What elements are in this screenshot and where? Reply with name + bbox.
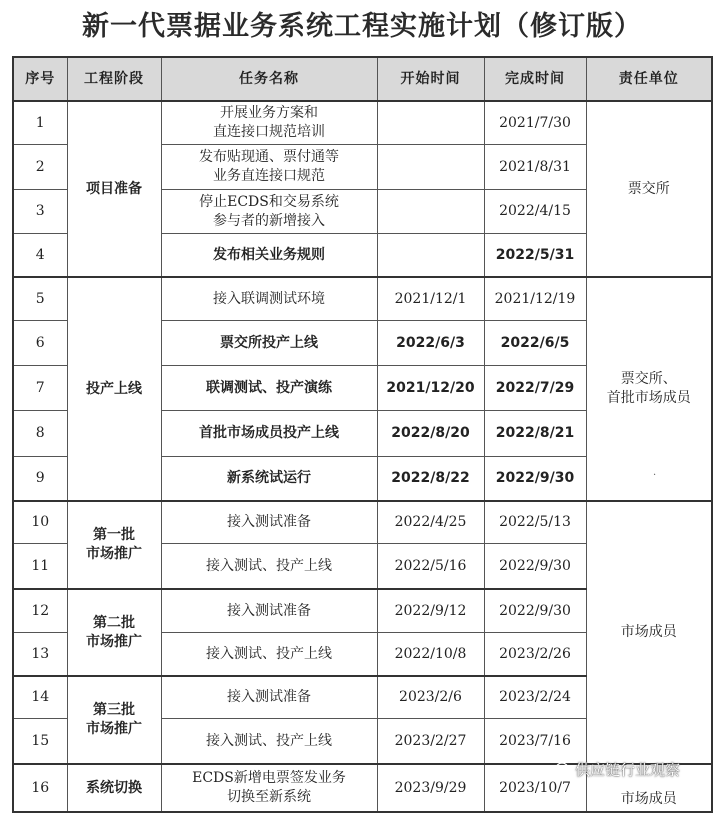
cell-task: 停止ECDS和交易系统 参与者的新增接入 (161, 190, 377, 234)
cell-end: 2023/7/16 (484, 719, 586, 765)
unit-exchange: 票交所 (586, 101, 712, 277)
cell-start: 2022/4/25 (377, 501, 484, 544)
cell-task: 发布贴现通、票付通等 业务直连接口规范 (161, 145, 377, 190)
cell-end: 2022/6/5 (484, 321, 586, 366)
stray-dot: · (653, 470, 657, 481)
cell-task: 接入测试准备 (161, 676, 377, 719)
watermark-text: 供应链行业观察 (575, 760, 681, 779)
cell-start (377, 101, 484, 145)
cell-task: 联调测试、投产演练 (161, 366, 377, 411)
cell-start: 2023/9/29 (377, 764, 484, 812)
cell-start: 2022/8/22 (377, 457, 484, 502)
cell-seq: 10 (13, 501, 67, 544)
cell-start: 2022/6/3 (377, 321, 484, 366)
cell-seq: 12 (13, 589, 67, 633)
cell-start (377, 234, 484, 278)
cell-task: 接入测试准备 (161, 589, 377, 633)
cell-seq: 7 (13, 366, 67, 411)
header-unit: 责任单位 (586, 57, 712, 101)
cell-task: 发布相关业务规则 (161, 234, 377, 278)
plan-table (12, 56, 713, 813)
stage-batch1: 第一批 市场推广 (67, 501, 161, 589)
cell-start: 2022/10/8 (377, 633, 484, 677)
cell-start: 2021/12/1 (377, 277, 484, 321)
wechat-icon (556, 762, 572, 776)
cell-start (377, 145, 484, 190)
cell-seq: 5 (13, 277, 67, 321)
cell-end: 2023/2/26 (484, 633, 586, 677)
cell-end: 2021/7/30 (484, 101, 586, 145)
header-row (13, 57, 712, 101)
document-title: 新一代票据业务系统工程实施计划（修订版） (82, 11, 642, 42)
cell-seq: 4 (13, 234, 67, 278)
cell-start: 2021/12/20 (377, 366, 484, 411)
cell-seq: 11 (13, 544, 67, 590)
cell-end: 2021/8/31 (484, 145, 586, 190)
cell-start: 2022/9/12 (377, 589, 484, 633)
cell-task: 接入测试、投产上线 (161, 544, 377, 590)
cell-seq: 3 (13, 190, 67, 234)
stage-batch3: 第三批 市场推广 (67, 676, 161, 764)
unit-members: 市场成员 (586, 501, 712, 764)
cell-seq: 9 (13, 457, 67, 502)
cell-end: 2022/4/15 (484, 190, 586, 234)
header-seq: 序号 (13, 57, 67, 101)
cell-end: 2023/2/24 (484, 676, 586, 719)
cell-end: 2022/8/21 (484, 411, 586, 457)
cell-start (377, 190, 484, 234)
cell-end: 2022/5/31 (484, 234, 586, 278)
cell-start: 2023/2/6 (377, 676, 484, 719)
watermark (556, 758, 680, 780)
header-start: 开始时间 (377, 57, 484, 101)
cell-end: 2022/9/30 (484, 589, 586, 633)
cell-seq: 6 (13, 321, 67, 366)
cell-seq: 13 (13, 633, 67, 677)
cell-start: 2022/5/16 (377, 544, 484, 590)
cell-seq: 8 (13, 411, 67, 457)
cell-end: 2022/9/30 (484, 457, 586, 502)
cell-start: 2023/2/27 (377, 719, 484, 765)
cell-start: 2022/8/20 (377, 411, 484, 457)
table-row (13, 277, 712, 321)
table-row (13, 101, 712, 145)
cell-end: 2022/9/30 (484, 544, 586, 590)
cell-seq: 2 (13, 145, 67, 190)
stage-batch2: 第二批 市场推广 (67, 589, 161, 676)
cell-end: 2022/5/13 (484, 501, 586, 544)
cell-task: 接入测试准备 (161, 501, 377, 544)
cell-task: 接入联调测试环境 (161, 277, 377, 321)
cell-seq: 1 (13, 101, 67, 145)
unit-exchange-first: 票交所、 首批市场成员 (586, 277, 712, 501)
cell-task: 开展业务方案和 直连接口规范培训 (161, 101, 377, 145)
header-task: 任务名称 (161, 57, 377, 101)
cell-task: 接入测试、投产上线 (161, 633, 377, 677)
cell-end: 2022/7/29 (484, 366, 586, 411)
cell-task: ECDS新增电票签发业务 切换至新系统 (161, 764, 377, 812)
stage-launch: 投产上线 (67, 277, 161, 501)
stage-prep: 项目准备 (67, 101, 161, 277)
unit-members-last: 市场成员 (586, 764, 712, 812)
cell-end: 2021/12/19 (484, 277, 586, 321)
cell-end: 2023/10/7 (484, 764, 586, 812)
cell-task: 票交所投产上线 (161, 321, 377, 366)
cell-task: 新系统试运行 (161, 457, 377, 502)
stage-switch: 系统切换 (67, 764, 161, 812)
cell-seq: 14 (13, 676, 67, 719)
cell-seq: 15 (13, 719, 67, 765)
header-end: 完成时间 (484, 57, 586, 101)
header-stage: 工程阶段 (67, 57, 161, 101)
table-row (13, 501, 712, 544)
cell-task: 首批市场成员投产上线 (161, 411, 377, 457)
cell-seq: 16 (13, 764, 67, 812)
cell-task: 接入测试、投产上线 (161, 719, 377, 765)
